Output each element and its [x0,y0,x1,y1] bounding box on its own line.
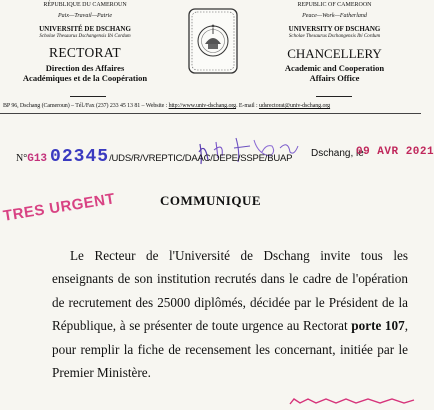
urgent-stamp: TRES URGENT [2,190,117,225]
bottom-stamp-edge-icon [288,392,416,400]
contact-line [3,103,330,109]
reference-tail: /UDS/R/VREPTIC/DAAC/DEPE/SSPE/BUAP [109,153,293,164]
page-title: COMMUNIQUE [159,193,262,208]
reference-stamp-number: G13 [27,153,48,165]
motto-en: Peace—Work—Fatherland [302,13,367,19]
place-date-label: Dschang, le [311,148,364,159]
division-en-line1: Academic and Cooperation [284,63,385,73]
division-fr-line2: Académiques et de la Coopération [22,73,148,83]
university-seal-icon [188,8,238,74]
email-label: . E-mail : [236,103,259,109]
header-divider [0,113,421,114]
office-fr: RECTORAT [49,45,121,60]
website-link[interactable]: http://www.univ-dschang.org [168,103,237,109]
motto-fr: Paix—Travail—Patrie [58,13,112,19]
date-stamp: 09 AVR 2021 [356,146,434,158]
latin-motto-fr: Scholae Thesaurus Dschangensis Ibi Cordum [39,34,131,39]
communique-body [52,244,408,384]
divider-right [316,96,352,97]
reference-line [16,147,292,167]
divider-left [70,96,106,97]
reference-prefix: N° [16,153,28,164]
body-bold-room: porte 107 [351,318,405,334]
reference-number: 02345 [50,147,110,167]
university-en: UNIVERSITY OF DSCHANG [288,25,381,33]
division-fr-line1: Direction des Affaires [45,63,125,73]
body-text: Le Recteur de l'Université de Dschang invite tous les enseignants de son institution recrutés dans le cadre de l'opération de recrutement des 25000 diplômés, décidée par le Président de la République, à se présenter de toute urgence au Rectorat [52,248,408,334]
body-end: , pour remplir la fiche de recensement les concernant, initiée par le Premier Ministère. [52,318,409,381]
email-link[interactable]: udsrectorat@univ-dschang.org [258,103,331,109]
office-en: CHANCELLERY [287,46,382,61]
country-fr: RÉPUBLIQUE DU CAMEROUN [43,2,127,8]
university-fr: UNIVERSITÉ DE DSCHANG [39,25,131,33]
contact-address: BP 96, Dschang (Cameroun) – Tél./Fax (237) 233 45 13 81 – Website : [3,103,169,109]
latin-motto-en: Scholae Thesaurus Dschangensis Ibi Cordum [288,34,381,39]
division-en-line2: Affairs Office [309,73,360,83]
country-en: REPUBLIC OF CAMEROON [297,2,372,8]
